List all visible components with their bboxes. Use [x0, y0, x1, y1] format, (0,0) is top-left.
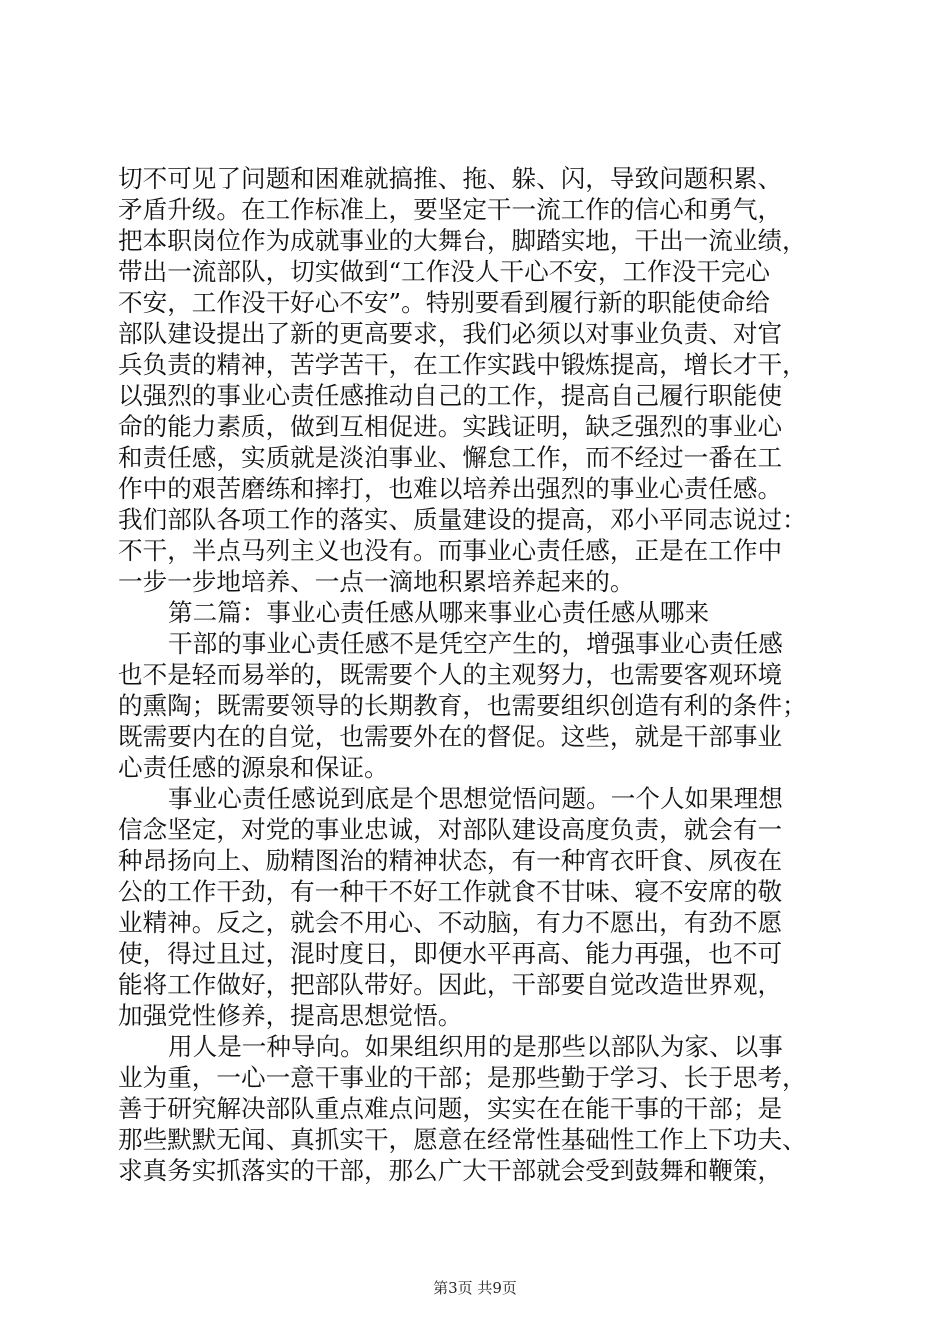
text-line: 使，得过且过，混时度日，即便水平再高、能力再强，也不可 [118, 939, 783, 968]
text-line: 也不是轻而易举的，既需要个人的主观努力，也需要客观环境 [118, 660, 783, 689]
document-body [118, 163, 838, 1186]
text-line: 部队建设提出了新的更高要求，我们必须以对事业负责、对官 [118, 319, 783, 348]
text-line: 业为重，一心一意干事业的干部；是那些勤于学习、长于思考， [118, 1063, 807, 1092]
text-line: 心责任感的源泉和保证。 [118, 753, 389, 782]
text-line: 不安，工作没干好心不安”。特别要看到履行新的职能使命给 [118, 288, 771, 317]
text-line: 那些默默无闻、真抓实干，愿意在经常性基础性工作上下功夫、 [118, 1125, 807, 1154]
text-line: 切不可见了问题和困难就搞推、拖、躲、闪，导致问题积累、 [118, 164, 783, 193]
text-line: 善于研究解决部队重点难点问题，实实在在能干事的干部；是 [118, 1094, 783, 1123]
text-line: 兵负责的精神，苦学苦干，在工作实践中锻炼提高，增长才干， [118, 350, 807, 379]
text-line: 种昂扬向上、励精图治的精神状态，有一种宵衣旰食、夙夜在 [118, 846, 783, 875]
text-line: 以强烈的事业心责任感推动自己的工作，提高自己履行职能使 [118, 381, 783, 410]
text-line: 求真务实抓落实的干部，那么广大干部就会受到鼓舞和鞭策， [118, 1156, 783, 1185]
text-line: 的熏陶；既需要领导的长期教育，也需要组织创造有利的条件； [118, 691, 807, 720]
text-line: 矛盾升级。在工作标准上，要坚定干一流工作的信心和勇气， [118, 195, 783, 224]
text-line: 第二篇：事业心责任感从哪来事业心责任感从哪来 [168, 598, 710, 627]
text-line: 信念坚定，对党的事业忠诚，对部队建设高度负责，就会有一 [118, 815, 783, 844]
text-line: 事业心责任感说到底是个思想觉悟问题。一个人如果理想 [168, 784, 783, 813]
text-line: 业精神。反之，就会不用心、不动脑，有力不愿出，有劲不愿 [118, 908, 783, 937]
text-line: 加强党性修养，提高思想觉悟。 [118, 1001, 463, 1030]
text-line: 和责任感，实质就是淡泊事业、懈怠工作，而不经过一番在工 [118, 443, 783, 472]
text-line: 把本职岗位作为成就事业的大舞台，脚踏实地，干出一流业绩， [118, 226, 807, 255]
text-line: 一步一步地培养、一点一滴地积累培养起来的。 [118, 567, 635, 596]
text-line: 不干，半点马列主义也没有。而事业心责任感，正是在工作中 [118, 536, 783, 565]
text-line: 我们部队各项工作的落实、质量建设的提高，邓小平同志说过： [118, 505, 807, 534]
text-line: 用人是一种导向。如果组织用的是那些以部队为家、以事 [168, 1032, 783, 1061]
page-footer: 第3页 共9页 [433, 1279, 517, 1297]
text-line: 作中的艰苦磨练和摔打，也难以培养出强烈的事业心责任感。 [118, 474, 783, 503]
text-line: 命的能力素质，做到互相促进。实践证明，缺乏强烈的事业心 [118, 412, 783, 441]
text-line: 既需要内在的自觉，也需要外在的督促。这些，就是干部事业 [118, 722, 783, 751]
text-line: 能将工作做好，把部队带好。因此，干部要自觉改造世界观， [118, 970, 783, 999]
text-line: 公的工作干劲，有一种干不好工作就食不甘味、寝不安席的敬 [118, 877, 783, 906]
text-line: 带出一流部队，切实做到“工作没人干心不安，工作没干完心 [118, 257, 771, 286]
text-line: 干部的事业心责任感不是凭空产生的，增强事业心责任感 [168, 629, 783, 658]
